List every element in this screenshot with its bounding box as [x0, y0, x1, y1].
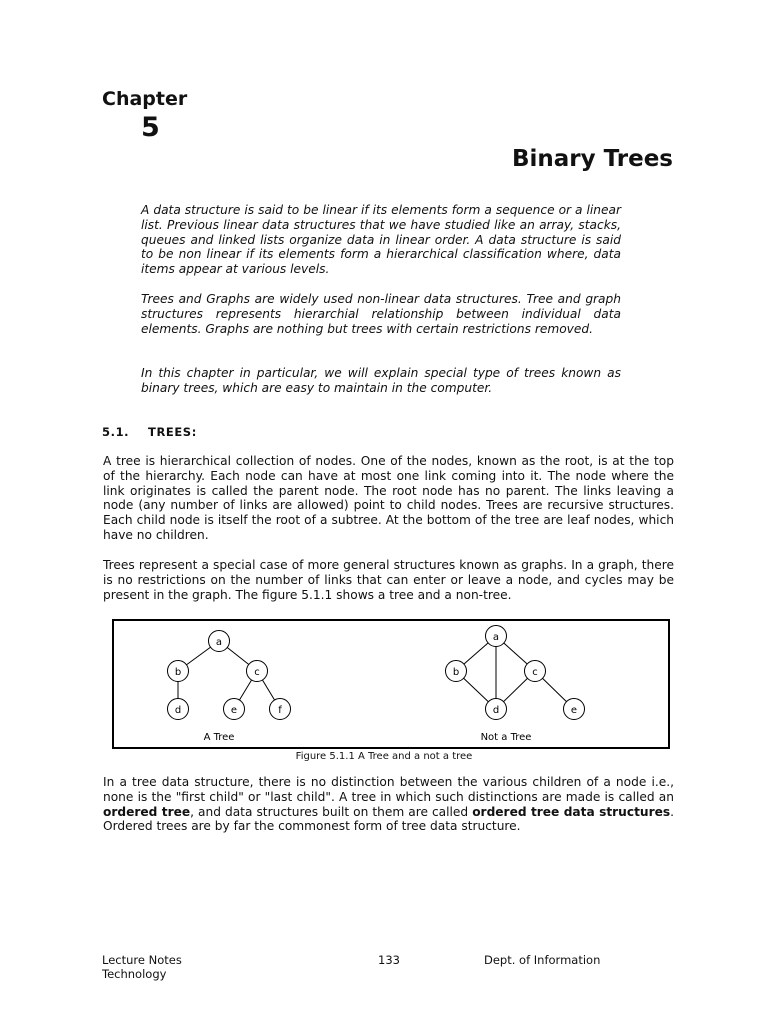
tree-node: e — [230, 705, 238, 716]
tree-node: f — [278, 705, 282, 716]
tree-node: c — [254, 667, 260, 678]
intro-paragraph: A data structure is said to be linear if its elements form a sequence or a linear list. Previous linear data structures that we have studied like an array, stacks, queues and linked lists organize data in linear order. A data structure is said to be non linear if its elements form a hierarchical classification where, data items appear at various levels. — [141, 203, 621, 277]
tree-label: A Tree — [203, 732, 235, 743]
text-run: In a tree data structure, there is no distinction between the various children of a node i.e., none is the "first child" or "last child". A tree in which such distinctions are made is called an — [103, 775, 674, 804]
term-ordered-tree-data-structures: ordered tree data structures — [472, 804, 671, 819]
tree-node: a — [215, 637, 223, 648]
figure-box — [112, 619, 670, 749]
intro-paragraph: In this chapter in particular, we will explain special type of trees known as binary trees, which are easy to maintain in the computer. — [141, 366, 621, 395]
section-title: TREES: — [148, 425, 197, 439]
graph-node: a — [492, 632, 500, 643]
tree-figure — [114, 621, 668, 747]
graph-node: e — [570, 705, 578, 716]
text-run: . Ordered trees are by far the commonest form of tree data structure. — [103, 804, 674, 834]
graph-node: c — [532, 667, 538, 678]
chapter-label: Chapter — [102, 88, 188, 110]
intro-paragraph: Trees and Graphs are widely used non-linear data structures. Tree and graph structures represents hierarchial relationship between individual data elements. Graphs are nothing but trees with certain restrictions removed. — [141, 292, 621, 336]
tree-node: b — [174, 667, 182, 678]
tree-node: d — [174, 705, 182, 716]
term-ordered-tree: ordered tree — [103, 804, 191, 819]
not-tree-label: Not a Tree — [480, 732, 532, 743]
section-heading — [102, 425, 197, 439]
page-title: Binary Trees — [511, 146, 673, 172]
section-number: 5.1. — [102, 425, 130, 439]
body-paragraph: A tree is hierarchical collection of nodes. One of the nodes, known as the root, is at the top of the hierarchy. Each node can have at most one link coming into it. The node where the link originates is called the parent node. The root node has no parent. The links leaving a node (any number of links are allowed) point to child nodes. Trees are recursive structures. Each child node is itself the root of a subtree. At the bottom of the tree are leaf nodes, which have no children. — [103, 454, 674, 542]
body-paragraph — [103, 775, 674, 834]
body-paragraph: Trees represent a special case of more general structures known as graphs. In a graph, there is no restrictions on the number of links that can enter or leave a node, and cycles may be present in the graph. The figure 5.1.1 shows a tree and a non-tree. — [103, 558, 674, 602]
footer-right: Dept. of Information — [484, 953, 601, 967]
page-number: 133 — [378, 953, 400, 967]
graph-node: b — [452, 667, 460, 678]
graph-node: d — [492, 705, 500, 716]
footer-left-line: Lecture Notes — [102, 953, 182, 967]
chapter-number: 5 — [141, 112, 160, 143]
footer-left — [102, 953, 182, 981]
footer-left-line: Technology — [102, 967, 167, 981]
figure-caption: Figure 5.1.1 A Tree and a not a tree — [295, 751, 473, 762]
text-run: , and data structures built on them are called — [190, 804, 473, 819]
